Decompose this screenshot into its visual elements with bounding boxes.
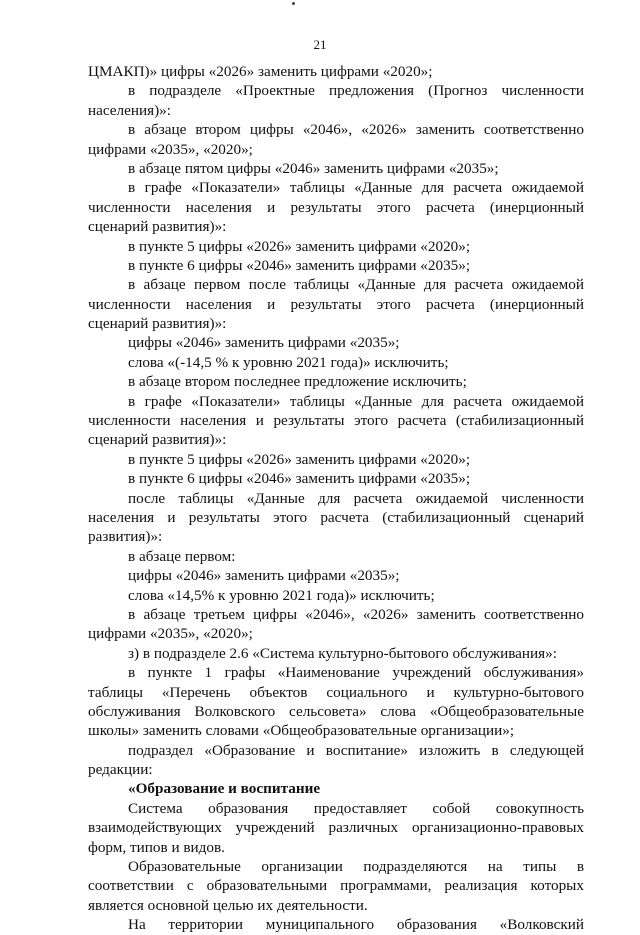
text-line: в абзаце втором последнее предложение исключить; (128, 373, 467, 391)
text-line: в абзаце первом после таблицы «Данные для расчета ожидаемой (128, 276, 584, 294)
document-body (88, 62, 584, 935)
text-line: цифрами «2035», «2020»; (88, 140, 253, 158)
text-line: На территории муниципального образования «Волковский (128, 916, 584, 934)
text-line: соответствии с образовательными программами, реализация которых (88, 877, 584, 895)
text-line: сценарий развития)»: (88, 431, 227, 449)
scan-dot (292, 2, 295, 5)
text-line: численности населения и результаты этого расчета (инерционный (88, 295, 584, 313)
text-line: школы» заменить словами «Общеобразовательные организации»; (88, 722, 515, 740)
text-line: в пункте 6 цифры «2046» заменить цифрами «2035»; (128, 256, 471, 274)
text-line: обслуживания Волковского сельсовета» слова «Общеобразовательные (88, 702, 584, 720)
text-line: в подразделе «Проектные предложения (Прогноз численности (128, 82, 584, 100)
text-line: в графе «Показатели» таблицы «Данные для расчета ожидаемой (128, 179, 584, 197)
text-line: цифры «2046» заменить цифрами «2035»; (128, 567, 400, 585)
text-line: форм, типов и видов. (88, 838, 225, 856)
text-line: в пункте 5 цифры «2026» заменить цифрами «2020»; (128, 237, 471, 255)
text-line: после таблицы «Данные для расчета ожидаемой численности (128, 489, 584, 507)
text-line: в абзаце втором цифры «2046», «2026» заменить соответственно (128, 121, 584, 139)
text-line: подраздел «Образование и воспитание» изложить в следующей (128, 741, 584, 759)
text-line: Образовательные организации подразделяются на типы в (128, 858, 584, 876)
text-line: численности населения и результаты этого расчета (инерционный (88, 198, 584, 216)
text-line: в абзаце третьем цифры «2046», «2026» заменить соответственно (128, 605, 584, 623)
text-line: ЦМАКП)» цифры «2026» заменить цифрами «2020»; (88, 63, 433, 80)
text-line: в графе «Показатели» таблицы «Данные для расчета ожидаемой (128, 392, 584, 410)
text-line: в абзаце первом: (128, 547, 236, 565)
text-line: цифрами «2035», «2020»; (88, 625, 253, 643)
text-line: в пункте 6 цифры «2046» заменить цифрами «2035»; (128, 470, 471, 488)
text-line: в пункте 5 цифры «2026» заменить цифрами «2020»; (128, 450, 471, 468)
text-line: з) в подразделе 2.6 «Система культурно-бытового обслуживания»: (128, 644, 557, 662)
text-line: взаимодействующих учреждений различных организационно-правовых (88, 819, 584, 837)
text-line: населения)»: (88, 101, 171, 119)
text-line: в абзаце пятом цифры «2046» заменить цифрами «2035»; (128, 159, 499, 177)
text-line: слова «14,5% к уровню 2021 года)» исключить; (128, 586, 435, 604)
text-line: слова «(-14,5 % к уровню 2021 года)» исключить; (128, 353, 449, 371)
text-line: является основной целью их деятельности. (88, 896, 368, 914)
text-line: развития)»: (88, 528, 163, 546)
text-line: населения и результаты этого расчета (стабилизационный сценарий (88, 508, 584, 526)
text-line: численности населения и результаты этого расчета (стабилизационный (88, 412, 584, 430)
page-number: 21 (313, 37, 327, 52)
section-heading: «Образование и воспитание (128, 780, 321, 798)
text-line: сценарий развития)»: (88, 315, 227, 333)
text-line: редакции: (88, 761, 153, 779)
text-line: сценарий развития)»: (88, 218, 227, 236)
text-line: таблицы «Перечень объектов социального и культурно-бытового (88, 683, 584, 701)
text-line: в пункте 1 графы «Наименование учреждений обслуживания» (128, 664, 584, 682)
text-line: Система образования предоставляет собой совокупность (128, 799, 584, 817)
text-line: цифры «2046» заменить цифрами «2035»; (128, 334, 400, 352)
